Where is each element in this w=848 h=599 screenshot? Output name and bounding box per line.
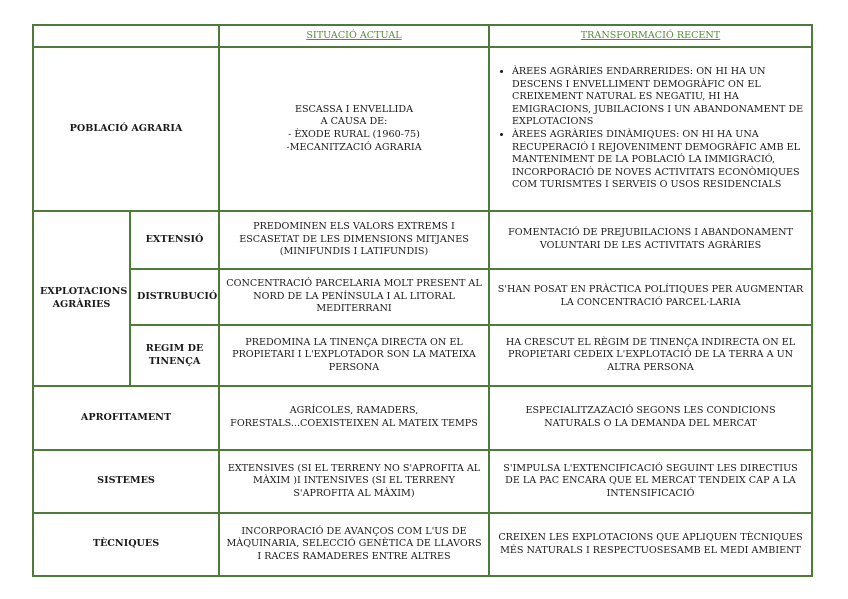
- poblacio-actual-line: -MECANITZACIÓ AGRARIA: [286, 141, 422, 153]
- label-tecniques: TÈCNIQUES: [33, 513, 219, 576]
- extensio-actual-cell: PREDOMINEN ELS VALORS EXTREMS I ESCASETAT DE LES DIMENSIONS MITJANES (MINIFUNDIS I LATIFUNDIS): [219, 211, 489, 269]
- sistemes-actual-cell: EXTENSIVES (SI EL TERRENY NO S'APROFITA AL MÀXIM )I INTENSIVES (SI EL TERRENY S'APROFITA AL MÀXIM): [219, 450, 489, 513]
- poblacio-recent-list: [496, 66, 805, 192]
- row-sistemes: [33, 450, 812, 513]
- regim-recent-cell: HA CRESCUT EL RÈGIM DE TINENÇA INDIRECTA ON EL PROPIETARI CEDEIX L'EXPLOTACIÓ DE LA TERRA A UN ALTRA PERSONA: [489, 325, 812, 386]
- comparison-table: [32, 24, 813, 577]
- distribucio-actual-cell: CONCENTRACIÓ PARCELARIA MOLT PRESENT AL NORD DE LA PENÍNSULA I AL LITORAL MEDITERRANI: [219, 269, 489, 325]
- label-sistemes: SISTEMES: [33, 450, 219, 513]
- row-tecniques: [33, 513, 812, 576]
- aprofitament-recent-cell: ESPECIALITZAZACIÓ SEGONS LES CONDICIONS NATURALS O LA DEMANDA DEL MERCAT: [489, 386, 812, 450]
- label-poblacio-agraria: POBLACIÓ AGRARIA: [33, 47, 219, 211]
- header-empty-cell: [33, 25, 219, 47]
- extensio-recent-cell: FOMENTACIÓ DE PREJUBILACIONS I ABANDONAMENT VOLUNTARI DE LES ACTIVITATS AGRÀRIES: [489, 211, 812, 269]
- poblacio-actual-line: - ÈXODE RURAL (1960-75): [288, 129, 420, 140]
- header-row: [33, 25, 812, 47]
- aprofitament-actual-cell: AGRÍCOLES, RAMADERS, FORESTALS...COEXISTEIXEN AL MATEIX TEMPS: [219, 386, 489, 450]
- poblacio-actual-cell: [219, 47, 489, 211]
- header-transformacio-recent: TRANSFORMACIÓ RECENT: [489, 25, 812, 47]
- label-regim-tinenca: REGIM DE TINENÇA: [130, 325, 219, 386]
- tecniques-recent-cell: CREIXEN LES EXPLOTACIONS QUE APLIQUEN TÈCNIQUES MÉS NATURALS I RESPECTUOSESAMB EL MEDI AMBIENT: [489, 513, 812, 576]
- row-regim-tinenca: [33, 325, 812, 386]
- header-situacio-actual: SITUACIÓ ACTUAL: [219, 25, 489, 47]
- row-distribucio: [33, 269, 812, 325]
- row-aprofitament: [33, 386, 812, 450]
- label-distrubucio: DISTRUBUCIÓ: [130, 269, 219, 325]
- poblacio-recent-item: • ÀREES AGRÀRIES ENDARRERIDES: ON HI HA UN DESCENS I ENVELLIMENT DEMOGRÀFIC ON EL CREIXEMENT NATURAL ES NEGATIU, HI HA EMIGRACIONS, JUBILACIONS I UN ABANDONAMENT DE EXPLOTACIONS: [512, 66, 805, 129]
- sistemes-recent-cell: S'IMPULSA L'EXTENCIFICACIÓ SEGUINT LES DIRECTIUS DE LA PAC ENCARA QUE EL MERCAT TENDEIX CAP A LA INTENSIFICACIÓ: [489, 450, 812, 513]
- row-extensio: [33, 211, 812, 269]
- distribucio-recent-cell: S'HAN POSAT EN PRÀCTICA POLÍTIQUES PER AUGMENTAR LA CONCENTRACIÓ PARCEL·LARIA: [489, 269, 812, 325]
- label-aprofitament: APROFITAMENT: [33, 386, 219, 450]
- poblacio-actual-line: ESCASSA I ENVELLIDA: [294, 103, 414, 115]
- row-poblacio: [33, 47, 812, 211]
- poblacio-recent-cell: [489, 47, 812, 211]
- poblacio-actual-line: A CAUSA DE:: [320, 116, 388, 128]
- tecniques-actual-cell: INCORPORACIÓ DE AVANÇOS COM L'US DE MÀQUINARIA, SELECCIÓ GENÈTICA DE LLAVORS I RACES RAMADERES ENTRE ALTRES: [219, 513, 489, 576]
- regim-actual-cell: PREDOMINA LA TINENÇA DIRECTA ON EL PROPIETARI I L'EXPLOTADOR SON LA MATEIXA PERSONA: [219, 325, 489, 386]
- poblacio-recent-item: • ÀREES AGRÀRIES DINÀMIQUES: ON HI HA UNA RECUPERACIÓ I REJOVENIMENT DEMOGRÀFIC AMB EL MANTENIMENT DE LA POBLACIÓ LA IMMIGRACIÓ, INCORPORACIÓ DE NOVES ACTIVITATS ECONÒMIQUES COM TURISMTES I SERVEIS O USOS RESIDENCIALS: [512, 129, 805, 192]
- label-explotacions-agraries: EXPLOTACIONS AGRÀRIES: [33, 211, 130, 386]
- label-extensio: EXTENSIÓ: [130, 211, 219, 269]
